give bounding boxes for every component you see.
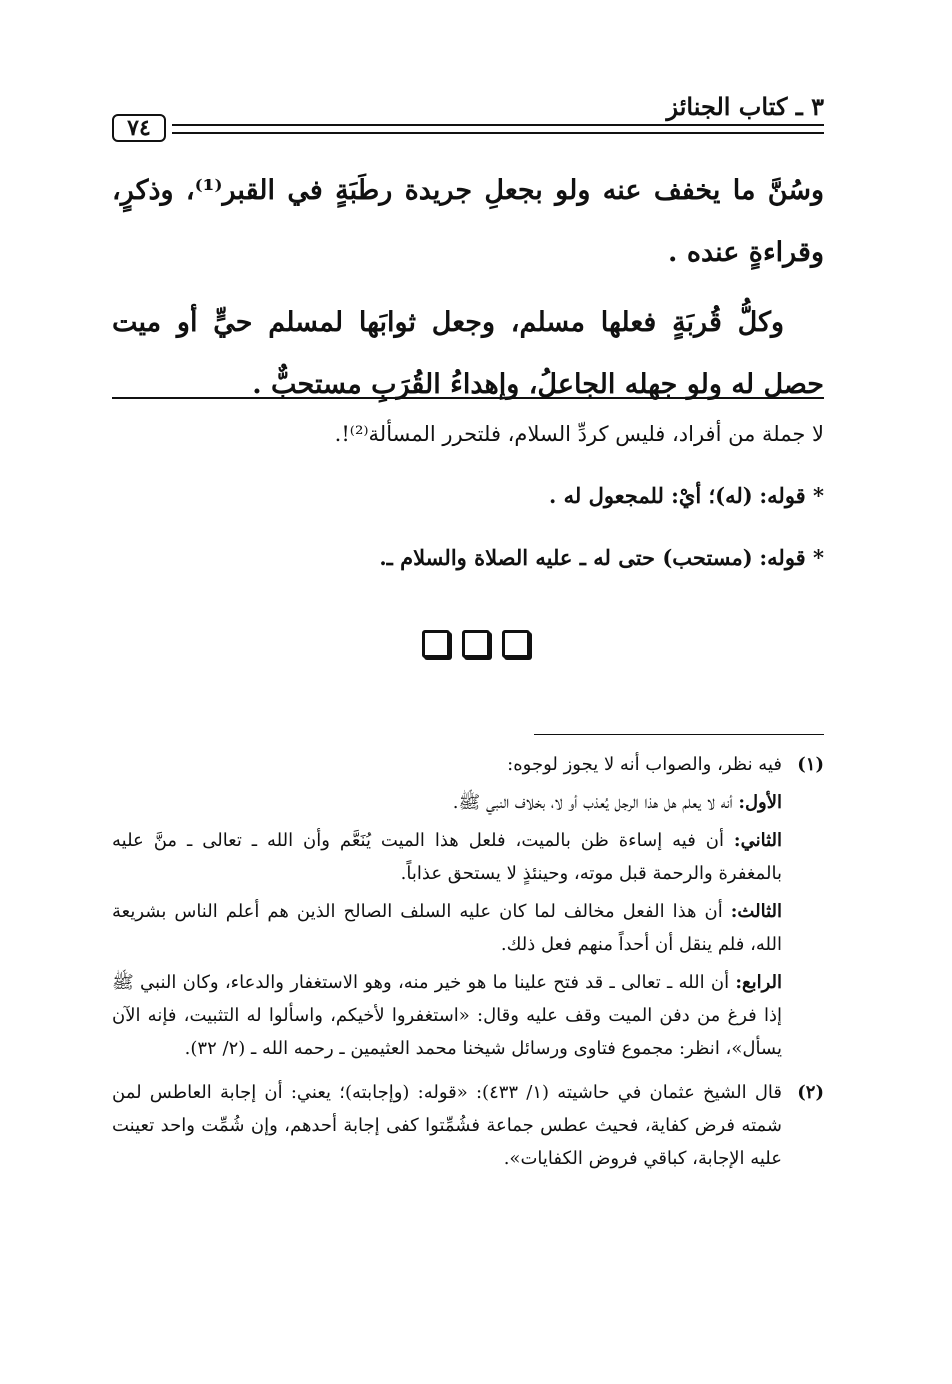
page-header — [112, 92, 824, 142]
footnote-1-intro: فيه نظر، والصواب أنه لا يجوز لوجوه: — [507, 754, 782, 775]
text-divider — [112, 397, 824, 399]
page-number: ٧٤ — [112, 114, 166, 142]
footnote-1-point-4 — [112, 966, 782, 1065]
note-2-text: (مستحب) حتى له ـ عليه الصلاة والسلام ـ. — [379, 545, 753, 570]
point-label: الرابع: — [735, 972, 782, 993]
ornament-square-icon — [502, 630, 530, 658]
footnote-1-point-1 — [112, 786, 782, 819]
footnote-1 — [112, 748, 824, 1070]
footnote-number: (١) — [797, 754, 824, 775]
point-label: الأول: — [738, 792, 782, 813]
point-text: أن فيه إساءة ظن بالميت، فلعل هذا الميت يُنَعَّم وأن الله ـ تعالى ـ منَّ عليه بالمغفرة والرحمة قبل موته، وحينئذٍ لا يستحق عذاباً. — [112, 830, 782, 884]
point-text: أن هذا الفعل مخالف لما كان عليه السلف الصالح الذين هم أعلم الناس بشريعة الله، فلم ينقل أن أحداً منهم فعل ذلك. — [112, 901, 782, 955]
footnote-separator — [534, 734, 824, 735]
ornament-square-icon — [462, 630, 490, 658]
point-label: الثالث: — [730, 901, 782, 922]
footnote-body — [112, 1076, 782, 1180]
footnote-2 — [112, 1076, 824, 1180]
commentary-note-2 — [112, 527, 824, 589]
footnote-2-text: قال الشيخ عثمان في حاشيته (١/ ٤٣٣): «قوله: (وإجابته)؛ يعني: أن إجابة العاطس لمن شمته فرض كفاية، فحيث عطس جماعة فشُمِّتوا كفى إجابة أحدهم، وإن شُمِّت واحد تعينت عليه الإجابة، كباقي فروض الكفايات». — [112, 1082, 782, 1169]
commentary-section — [112, 403, 824, 589]
header-double-rule — [172, 124, 824, 134]
footnote-1-point-3 — [112, 895, 782, 961]
note-1-bullet: * قوله: — [759, 483, 824, 508]
footnotes — [112, 748, 824, 1186]
main-paragraph-2: وكلُّ قُربَةٍ فعلها مسلم، وجعل ثوابَها لمسلم حيٍّ أو ميت حصل له ولو جهله الجاعلُ، وإهداءُ القُرَبِ مستحبٌّ . — [112, 307, 824, 400]
point-text: أن الله ـ تعالى ـ قد فتح علينا ما هو خير منه، وهو الاستغفار والدعاء، وكان النبي ﷺ إذا فرغ من دفن الميت وقف عليه وقال: «استغفروا لأخيكم، واسألوا له التثبيت، فإنه الآن يسأل»، انظر: مجموع فتاوى ورسائل شيخنا محمد العثيمين ـ رحمه الله ـ (٢/ ٣٢). — [112, 972, 782, 1059]
footnote-number: (٢) — [797, 1082, 824, 1103]
commentary-line-1: لا جملة من أفراد، فليس كردِّ السلام، فلتحرر المسألة⁽²⁾!. — [334, 422, 824, 446]
footnote-body — [112, 748, 782, 1070]
section-end-ornament — [0, 630, 952, 658]
point-text: أنه لا يعلم هل هذا الرجل يُعذب أو لا، بخلاف النبي ﷺ. — [452, 792, 733, 813]
chapter-title: ٣ ـ كتاب الجنائز — [666, 92, 824, 121]
point-label: الثاني: — [733, 830, 782, 851]
note-1-text: (له)؛ أيْ: للمجعول له . — [548, 483, 753, 508]
main-paragraph-1: وسُنَّ ما يخفف عنه ولو بجعلِ جريدة رطَبَةٍ في القبر⁽¹⁾، وذكرٍ، وقراءةٍ عنده . — [112, 175, 825, 268]
ornament-square-icon — [422, 630, 450, 658]
note-2-bullet: * قوله: — [759, 545, 824, 570]
footnote-1-point-2 — [112, 824, 782, 890]
main-text — [112, 160, 824, 420]
commentary-note-1 — [112, 465, 824, 527]
